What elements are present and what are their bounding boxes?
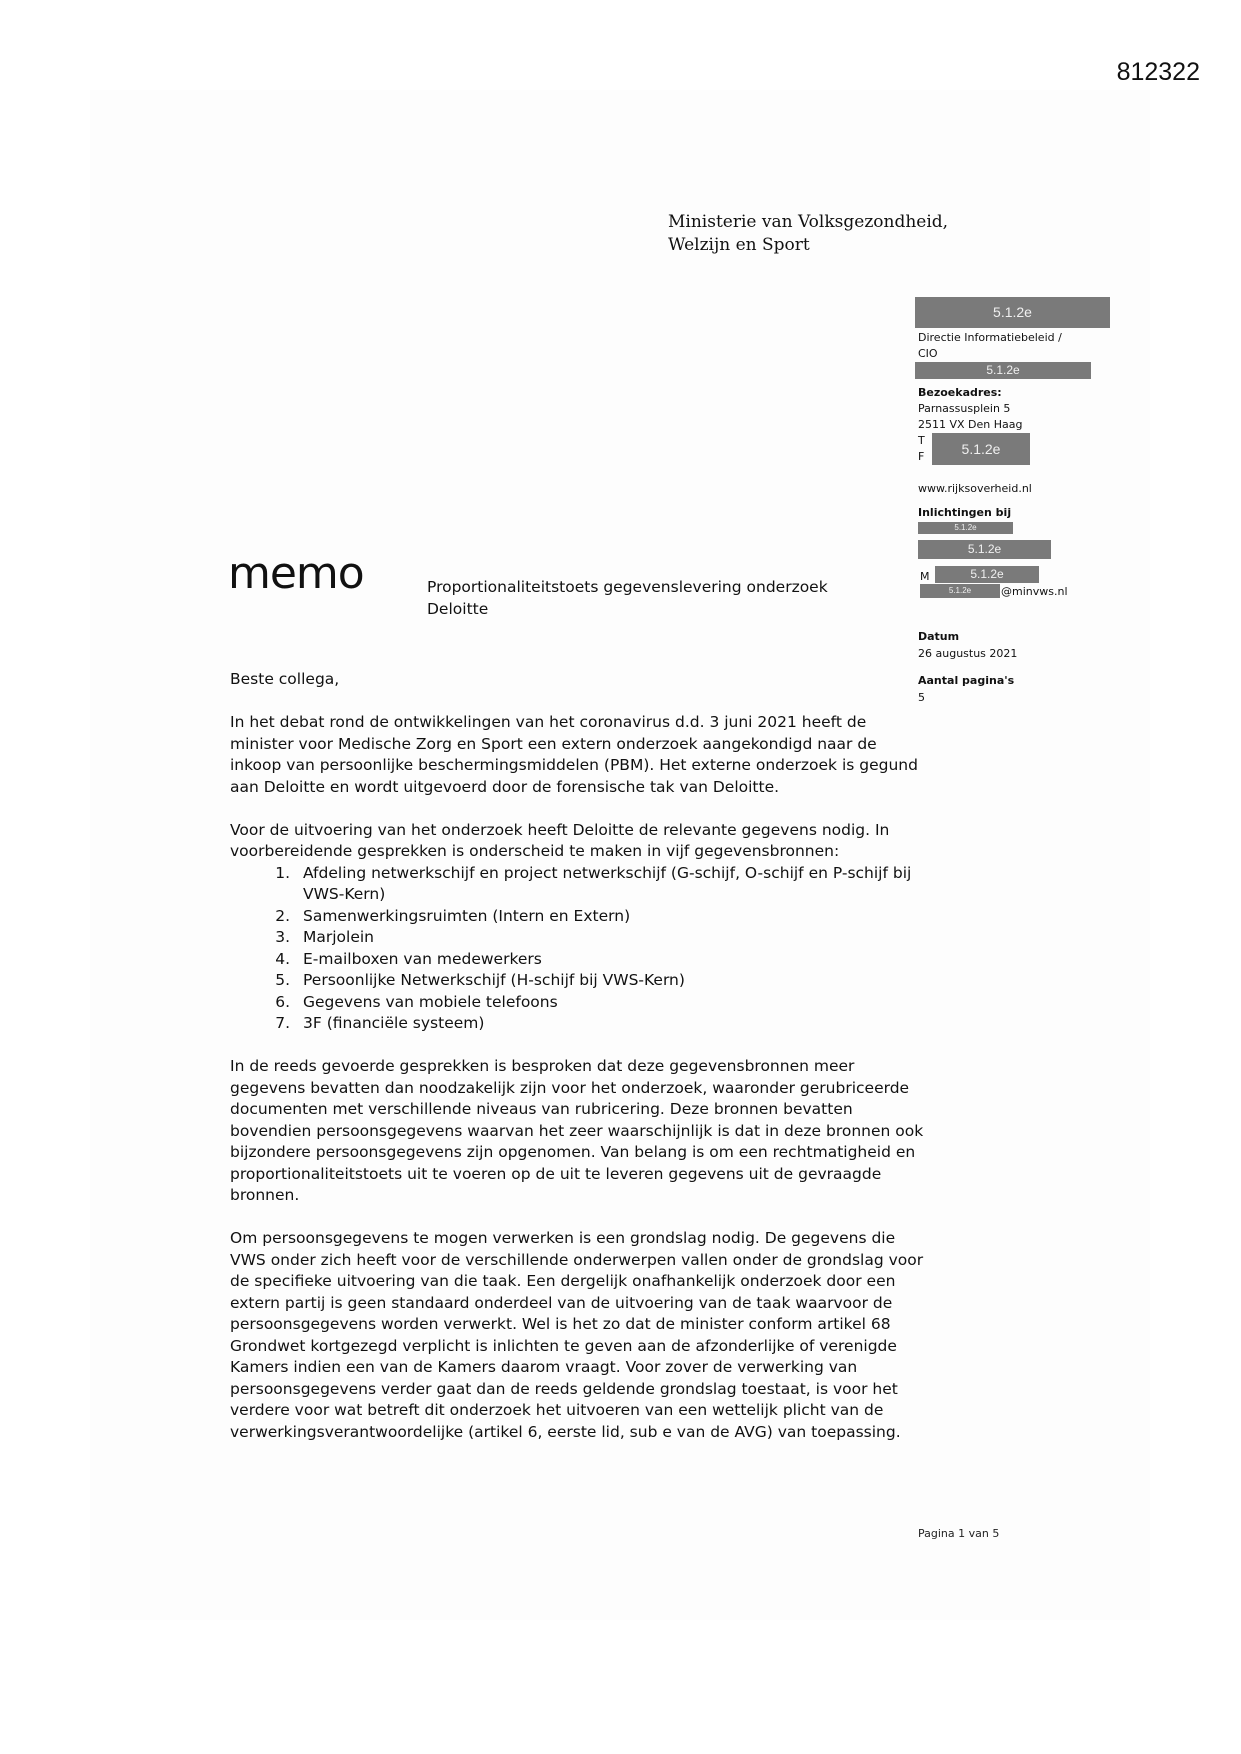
sidebar-address-line-1: Parnassusplein 5: [918, 402, 1011, 415]
sidebar-bezoekadres-label: Bezoekadres:: [918, 386, 1002, 399]
paragraph-1: In het debat rond de ontwikkelingen van het coronavirus d.d. 3 juni 2021 heeft de minister voor Medische Zorg en Sport een extern onderzoek aangekondigd naar de inkoop van persoonlijke beschermingsmiddelen (PBM). Het externe onderzoek is gegund aan Deloitte en wordt uitgevoerd door de forensische tak van Deloitte.: [230, 713, 918, 796]
redaction-block-directie: 5.1.2e: [915, 362, 1091, 379]
redaction-block-mobile: 5.1.2e: [935, 566, 1039, 583]
list-item: 1. Afdeling netwerkschijf en project netwerkschijf (G-schijf, O-schijf en P-schijf bij VWS-Kern): [295, 863, 930, 906]
list-item: 5. Persoonlijke Netwerkschijf (H-schijf bij VWS-Kern): [295, 970, 930, 992]
memo-body: [230, 669, 930, 1465]
list-item: 7. 3F (financiële systeem): [295, 1013, 930, 1035]
paragraph-4: Om persoonsgegevens te mogen verwerken is een grondslag nodig. De gegevens die VWS onder zich heeft voor de verschillende onderwerpen vallen onder de grondslag voor de specifieke uitvoering van die taak. Een dergelijk onafhankelijk onderzoek door een extern partij is geen standaard onderdeel van de uitvoering van de taak waarvoor de persoonsgegevens worden verwerkt. Wel is het zo dat de minister conform artikel 68 Grondwet kortgezegd verplicht is inlichten te geven aan de afzonderlijke of verenigde Kamers indien een van de Kamers daarom vraagt. Voor zover de verwerking van persoonsgegevens verder gaat dan de reeds geldende grondslag toestaat, is voor het verdere voor wat betreft dit onderzoek het uitvoeren van een wettelijk plicht van de verwerkingsverantwoordelijke (artikel 6, eerste lid, sub e van de AVG) van toepassing.: [230, 1229, 924, 1441]
sidebar-directie-line-2: CIO: [918, 347, 938, 360]
memo-subject-line-2: Deloitte: [427, 600, 489, 618]
sidebar-fax-label: F: [918, 450, 925, 463]
redaction-block-contact-name: 5.1.2e: [918, 522, 1013, 534]
sidebar-datum-label: Datum: [918, 630, 960, 643]
sidebar-pages-label: Aantal pagina's: [918, 674, 1015, 687]
redaction-block-header: 5.1.2e: [915, 297, 1110, 328]
sidebar-website: www.rijksoverheid.nl: [918, 482, 1032, 495]
list-item: 6. Gegevens van mobiele telefoons: [295, 992, 930, 1014]
page-number: Pagina 1 van 5: [918, 1527, 1000, 1540]
document-number: 812322: [1116, 58, 1200, 86]
memo-subject-line-1: Proportionaliteitstoets gegevenslevering onderzoek: [427, 578, 828, 596]
redaction-block-email: 5.1.2e: [920, 584, 1000, 598]
ministry-logo-text: [668, 211, 948, 257]
redaction-block-phone: 5.1.2e: [932, 433, 1030, 465]
sidebar-inlichtingen-label: Inlichtingen bij: [918, 506, 1012, 519]
sidebar-tel-label: T: [918, 434, 925, 447]
list-item: 4. E-mailboxen van medewerkers: [295, 949, 930, 971]
sidebar-directie-line-1: Directie Informatiebeleid /: [918, 331, 1062, 344]
list-item: 3. Marjolein: [295, 927, 930, 949]
ministry-line-2: Welzijn en Sport: [668, 235, 810, 255]
data-sources-list: [230, 863, 930, 1035]
paragraph-2: Voor de uitvoering van het onderzoek heeft Deloitte de relevante gegevens nodig. In voorbereidende gesprekken is onderscheid te maken in vijf gegevensbronnen:: [230, 820, 890, 860]
sidebar-address-line-2: 2511 VX Den Haag: [918, 418, 1023, 431]
sidebar-mobile-label: M: [920, 570, 930, 583]
redaction-block-contact-role: 5.1.2e: [918, 540, 1051, 559]
memo-subject: [427, 576, 897, 620]
sidebar-datum-value: 26 augustus 2021: [918, 647, 1018, 660]
ministry-line-1: Ministerie van Volksgezondheid,: [668, 212, 949, 232]
list-item: 2. Samenwerkingsruimten (Intern en Extern): [295, 906, 930, 928]
sidebar-email-suffix: @minvws.nl: [1001, 585, 1068, 598]
sidebar-pages-value: 5: [918, 691, 925, 704]
memo-title: memo: [228, 548, 364, 599]
salutation: Beste collega,: [230, 670, 340, 688]
paragraph-3: In de reeds gevoerde gesprekken is besproken dat deze gegevensbronnen meer gegevens bevatten dan noodzakelijk zijn voor het onderzoek, waaronder gerubriceerde documenten met verschillende niveaus van rubricering. Deze bronnen bevatten bovendien persoonsgegevens waarvan het zeer waarschijnlijk is dat in deze bronnen ook bijzondere persoonsgegevens zijn opgenomen. Van belang is om een rechtmatigheid en proportionaliteitstoets uit te voeren op de uit te leveren gegevens uit de gevraagde bronnen.: [230, 1057, 924, 1204]
